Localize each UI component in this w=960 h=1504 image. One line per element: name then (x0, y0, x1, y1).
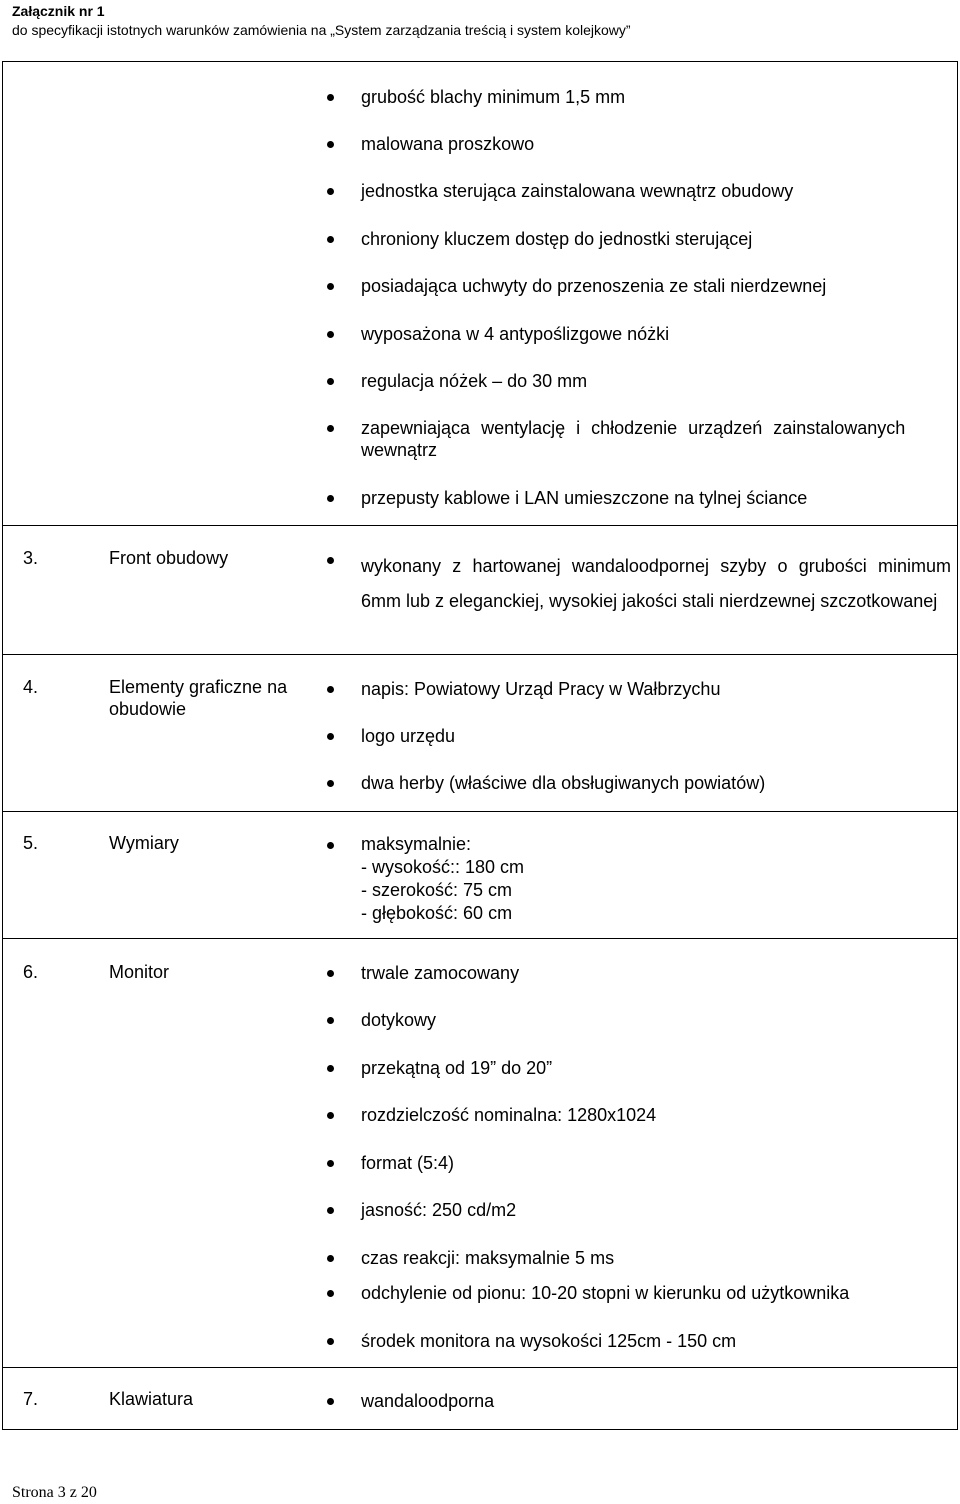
list-item: dwa herby (właściwe dla obsługiwanych powiatów) (361, 773, 766, 793)
list-item: wandaloodporna (361, 1391, 495, 1411)
specification-table (2, 61, 958, 1430)
list-item: przekątną od 19” do 20” (361, 1058, 553, 1078)
bullet-icon (327, 970, 334, 977)
bullet-icon (327, 842, 334, 849)
list-item: czas reakcji: maksymalnie 5 ms (361, 1248, 615, 1268)
bullet-icon (327, 378, 334, 385)
page-number: Strona 3 z 20 (12, 1484, 97, 1501)
row-number: 7. (23, 1389, 39, 1409)
attachment-subtitle: do specyfikacji istotnych warunków zamówienia na „System zarządzania treścią i system kolejkowy” (12, 22, 631, 38)
bullet-icon (327, 1112, 334, 1119)
row-number: 6. (23, 962, 39, 982)
bullet-icon (327, 94, 334, 101)
row-number: 4. (23, 677, 39, 697)
row-divider (3, 1367, 957, 1368)
attachment-title: Załącznik nr 1 (12, 3, 105, 19)
list-item: napis: Powiatowy Urząd Pracy w Wałbrzychu (361, 679, 721, 699)
bullet-icon (327, 686, 334, 693)
list-item: trwale zamocowany (361, 963, 520, 983)
row-title: Elementy graficzne na obudowie (109, 677, 288, 719)
bullet-icon (327, 236, 334, 243)
bullet-icon (327, 1017, 334, 1024)
bullet-icon (327, 1338, 334, 1345)
list-item: przepusty kablowe i LAN umieszczone na tylnej ściance (361, 488, 808, 508)
bullet-icon (327, 1065, 334, 1072)
row-number: 5. (23, 833, 39, 853)
bullet-icon (327, 1207, 334, 1214)
list-item: grubość blachy minimum 1,5 mm (361, 87, 626, 107)
document-header (12, 2, 631, 39)
list-item: posiadająca uchwyty do przenoszenia ze stali nierdzewnej (361, 276, 827, 296)
bullet-icon (327, 780, 334, 787)
list-item: malowana proszkowo (361, 134, 535, 154)
row-divider (3, 811, 957, 812)
list-item: zapewniająca wentylację i chłodzenie urządzeń zainstalowanych wewnątrz (361, 418, 906, 460)
bullet-icon (327, 188, 334, 195)
row-title: Monitor (109, 962, 170, 982)
list-item: środek monitora na wysokości 125cm - 150 cm (361, 1331, 737, 1351)
row-title: Wymiary (109, 833, 179, 853)
bullet-icon (327, 1290, 334, 1297)
list-item: wykonany z hartowanej wandaloodpornej szyby o grubości minimum 6mm lub z eleganckiej, wysokiej jakości stali nierdzewnej szczotkowanej (361, 556, 951, 611)
list-item: format (5:4) (361, 1153, 455, 1173)
list-item: regulacja nóżek – do 30 mm (361, 371, 588, 391)
row-number: 3. (23, 548, 39, 568)
list-item: wyposażona w 4 antypoślizgowe nóżki (361, 324, 670, 344)
row-title: Klawiatura (109, 1389, 194, 1409)
list-item: logo urzędu (361, 726, 456, 746)
list-item: dotykowy (361, 1010, 437, 1030)
list-item: maksymalnie: - wysokość:: 180 cm - szerokość: 75 cm - głębokość: 60 cm (361, 834, 525, 923)
list-item: rozdzielczość nominalna: 1280x1024 (361, 1105, 657, 1125)
bullet-icon (327, 1160, 334, 1167)
bullet-icon (327, 331, 334, 338)
bullet-icon (327, 557, 334, 564)
list-item: chroniony kluczem dostęp do jednostki sterującej (361, 229, 753, 249)
bullet-icon (327, 1255, 334, 1262)
list-item: jasność: 250 cd/m2 (361, 1200, 517, 1220)
bullet-icon (327, 141, 334, 148)
row-divider (3, 525, 957, 526)
row-title: Front obudowy (109, 548, 229, 568)
bullet-icon (327, 733, 334, 740)
list-item: jednostka sterująca zainstalowana wewnątrz obudowy (361, 181, 794, 201)
bullet-icon (327, 495, 334, 502)
bullet-icon (327, 425, 334, 432)
list-item: odchylenie od pionu: 10-20 stopni w kierunku od użytkownika (361, 1283, 850, 1303)
bullet-icon (327, 1398, 334, 1405)
row-divider (3, 654, 957, 655)
row-divider (3, 938, 957, 939)
bullet-icon (327, 283, 334, 290)
